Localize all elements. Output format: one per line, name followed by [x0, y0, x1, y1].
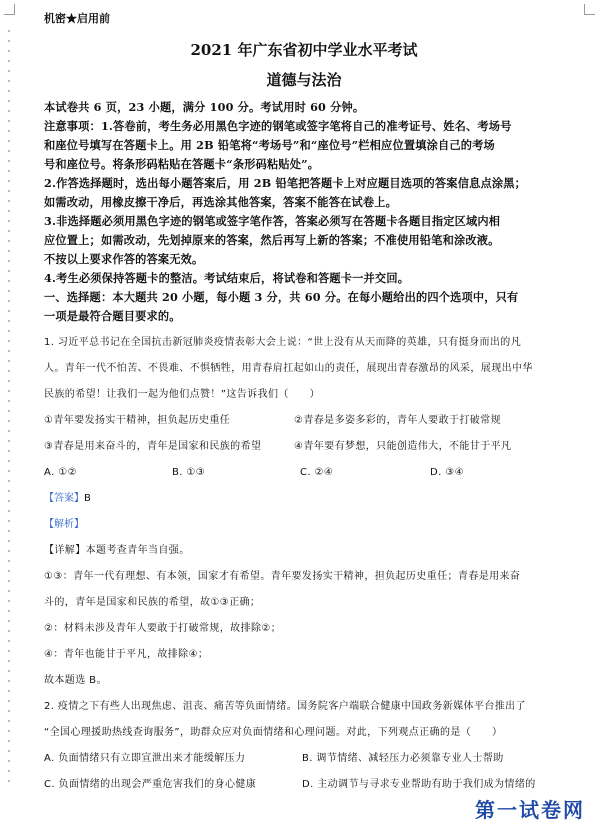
- statement-row: [44, 408, 564, 434]
- instruction-line: 注意事项：1.答卷前，考生务必用黑色字迹的钢笔或签字笔将自己的准考证号、姓名、考场号: [44, 119, 512, 133]
- statement-3: ③青春是用来奋斗的，青年是国家和民族的希望: [44, 441, 262, 452]
- corner-mark-top-left: [4, 4, 15, 15]
- explanation-line: 故本题选 B。: [44, 675, 107, 686]
- option-a: A. ①②: [44, 467, 77, 478]
- document-page: [44, 10, 564, 798]
- option-c: C. 负面情绪的出现会严重危害我们的身心健康: [44, 779, 257, 790]
- option-b: B. 调节情绪、减轻压力必须靠专业人士帮助: [302, 753, 504, 764]
- instruction-line: 本试卷共 6 页，23 小题，满分 100 分。考试用时 60 分钟。: [44, 100, 365, 114]
- option-d: D. ③④: [430, 467, 464, 478]
- question-stem-line: 民族的希望！让我们一起为他们点赞！”这告诉我们（ ）: [44, 389, 320, 400]
- explanation-line: 【详解】本题考查青年当自强。: [44, 545, 190, 556]
- instruction-line: 2.作答选择题时，选出每小题答案后，用 2B 铅笔把答题卡上对应题目选项的答案信息点涂黑；: [44, 176, 527, 190]
- instruction-line: 不按以上要求作答的答案无效。: [44, 252, 204, 266]
- question-stem-line: 人。青年一代不怕苦、不畏难、不惧牺牲，用青春肩扛起如山的责任，展现出青春激昂的风采，展现出中华: [44, 363, 533, 374]
- analysis-label: 【解析】: [44, 519, 84, 530]
- option-a: A. 负面情绪只有立即宣泄出来才能缓解压力: [44, 753, 246, 764]
- corner-mark-top-right: [584, 4, 595, 15]
- question-stem-line: 1. 习近平总书记在全国抗击新冠肺炎疫情表彰大会上说：“世上没有从天而降的英雄，只有挺身而出的凡: [44, 337, 522, 348]
- confidential-label: 机密★启用前: [44, 12, 110, 25]
- instructions-block: [44, 98, 564, 326]
- statement-1: ①青年要发扬实干精神，担负起历史重任: [44, 415, 231, 426]
- option-d: D. 主动调节与寻求专业帮助有助于我们成为情绪的: [302, 779, 536, 790]
- answer-line: [44, 486, 564, 512]
- option-b: B. ①③: [172, 467, 206, 478]
- statement-2: ②青春是多姿多彩的，青年人要敢于打破常规: [294, 415, 501, 426]
- question-1: [44, 330, 564, 694]
- binding-dotted-line: [8, 30, 10, 790]
- statement-row: [44, 434, 564, 460]
- options-row: [44, 746, 564, 772]
- instruction-line: 4.考生必须保持答题卡的整洁。考试结束后，将试卷和答题卡一并交回。: [44, 271, 410, 285]
- question-stem-line: 2. 疫情之下有些人出现焦虑、沮丧、痛苦等负面情绪。国务院客户端联合健康中国政务新媒体平台推出了: [44, 701, 526, 712]
- exam-subject: 道德与法治: [266, 71, 342, 89]
- instruction-line: 应位置上；如需改动，先划掉原来的答案，然后再写上新的答案；不准使用铅笔和涂改液。: [44, 233, 500, 247]
- section-heading-line: 一项是最符合题目要求的。: [44, 309, 181, 323]
- option-c: C. ②④: [300, 467, 334, 478]
- site-watermark: 第一试卷网: [475, 798, 585, 822]
- exam-title: 2021 年广东省初中学业水平考试: [190, 41, 418, 59]
- instruction-line: 3.非选择题必须用黑色字迹的钢笔或签字笔作答，答案必须写在答题卡各题目指定区域内相: [44, 214, 501, 228]
- answer-label: 【答案】: [44, 493, 84, 504]
- explanation-line: ④：青年也能甘于平凡，故排除④；: [44, 649, 209, 660]
- explanation-line: ②：材料未涉及青年人要敢于打破常规，故排除②；: [44, 623, 282, 634]
- explanation-line: ①③：青年一代有理想、有本领，国家才有希望。青年要发扬实干精神，担负起历史重任；青春是用来奋: [44, 571, 521, 582]
- answer-value: B: [84, 493, 91, 504]
- question-2: [44, 694, 564, 798]
- question-stem-line: “全国心理援助热线查询服务”，助群众应对负面情绪和心理问题。对此，下列观点正确的是（ ）: [44, 727, 503, 738]
- options-row: [44, 460, 564, 486]
- statement-4: ④青年要有梦想，只能创造伟大，不能甘于平凡: [294, 441, 512, 452]
- instruction-line: 如需改动，用橡皮擦干净后，再选涂其他答案，答案不能答在试卷上。: [44, 195, 398, 209]
- explanation-line: 斗的，青年是国家和民族的希望，故①③正确；: [44, 597, 261, 608]
- section-heading-line: 一、选择题：本大题共 20 小题，每小题 3 分，共 60 分。在每小题给出的四个选项中，只有: [44, 290, 519, 304]
- instruction-line: 号和座位号。将条形码粘贴在答题卡“条形码粘贴处”。: [44, 157, 320, 171]
- instruction-line: 和座位号填写在答题卡上。用 2B 铅笔将“考场号”和“座位号”栏相应位置填涂自己的考场: [44, 138, 495, 152]
